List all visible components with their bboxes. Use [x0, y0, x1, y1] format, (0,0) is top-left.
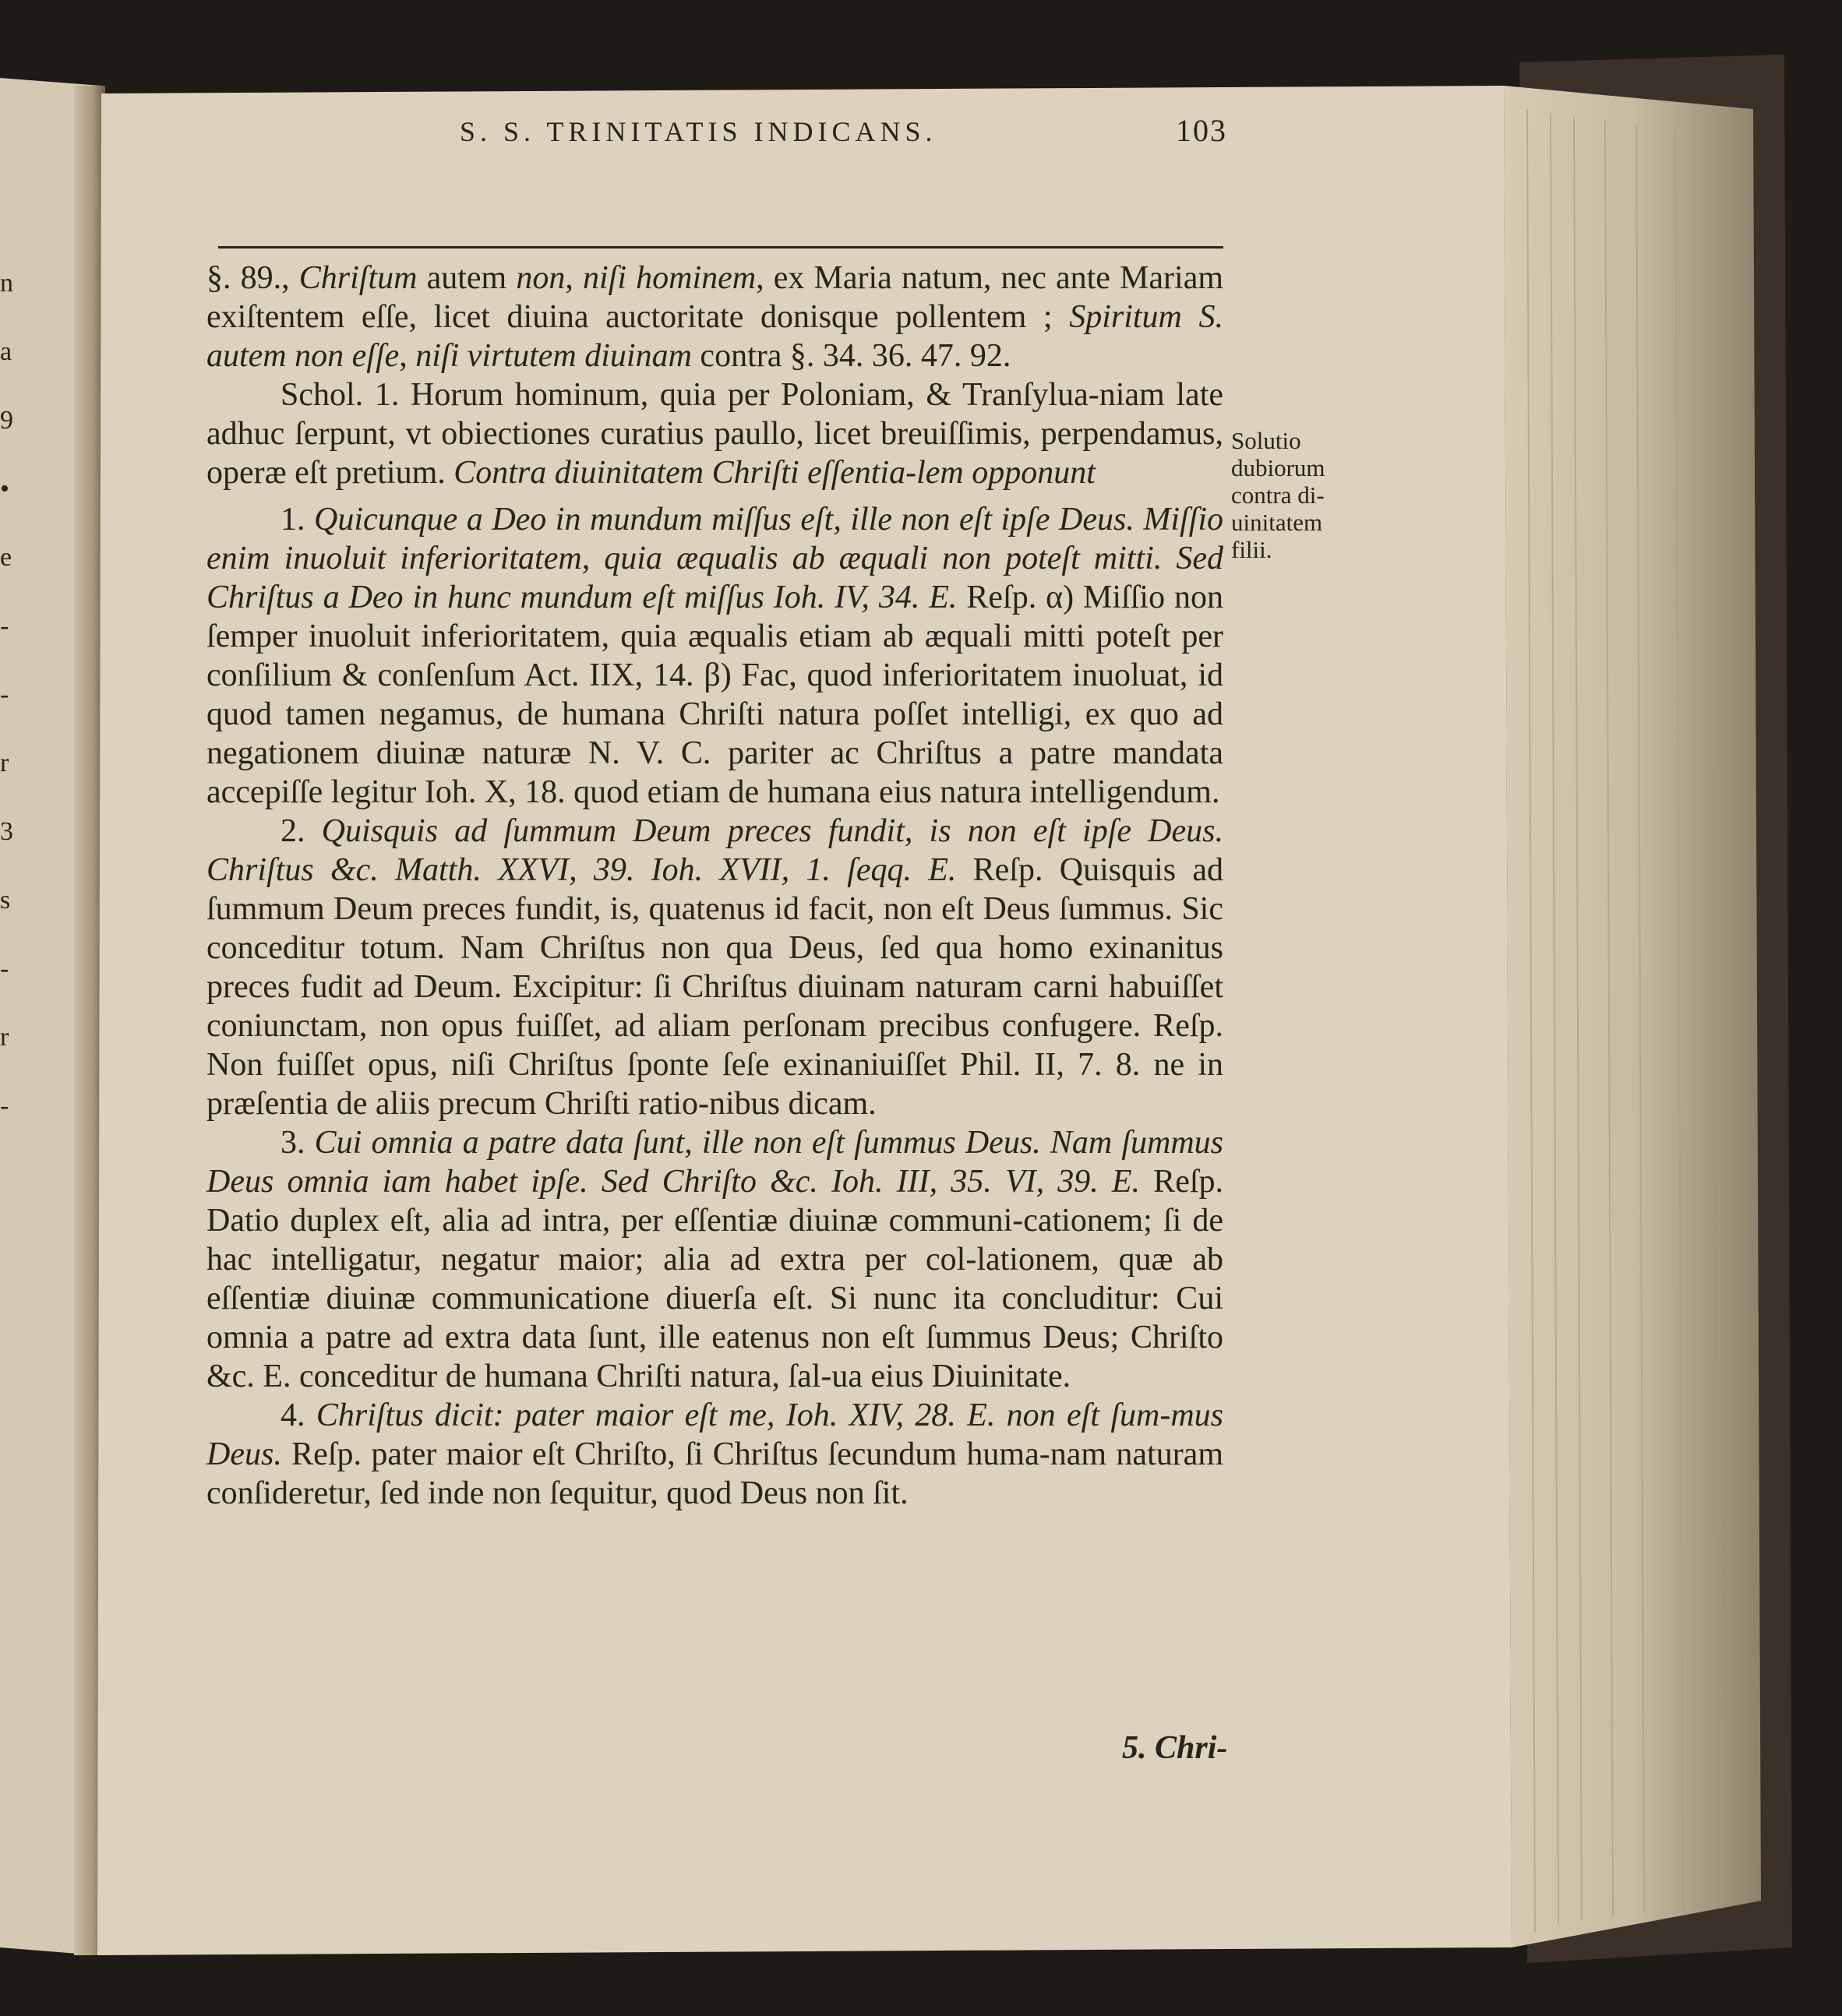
running-head-title: S. S. TRINITATIS INDICANS.	[460, 116, 937, 147]
header-rule	[218, 246, 1223, 248]
left-page-edge-text: n a 9 • e - - r 3 s - r -	[0, 269, 13, 1120]
paragraph: §. 89., Chriſtum autem non, niſi hominem, ex Maria natum, nec ante Mariam exiſtentem eſſe, licet diuina auctoritate donisque pollentem ; Spiritum S. autem non eſſe, niſi virtutem diuinam contra §. 34. 36. 47. 92.	[206, 260, 1224, 374]
paragraph-objection-2: 2. Quisquis ad ſummum Deum preces fundit, is non eſt ipſe Deus. Chriſtus &c. Matth. XXVI, 39. Ioh. XVII, 1. ſeqq. E. Reſp. Quisquis ad ſummum Deum preces fundit, is, quatenus id facit, non eſt Deus ſummus. Sic conceditur totum. Nam Chriſtus non qua Deus, ſed qua homo exinanitus preces fudit ad Deum. Excipitur: ſi Chriſtus diuinam naturam carni habuiſſet coniunctam, non opus fuiſſet, ad aliam perſonam precibus confugere. Reſp. Non fuiſſet opus, niſi Chriſtus ſponte ſeſe exinaniuiſſet Phil. II, 7. 8. ne in præſentia de aliis precum Chriſti ratio-nibus dicam.	[206, 813, 1223, 1122]
running-head	[355, 109, 1227, 156]
catchword: 5. Chri-	[1122, 1730, 1228, 1766]
paragraph-scholion: Schol. 1. Horum hominum, quia per Poloniam, & Tranſylua-niam late adhuc ſerpunt, vt obiectiones curatius paullo, licet breuiſſimis, perpendamus, operæ eſt pretium. Contra diuinitatem Chriſti eſſentia-lem opponunt	[206, 377, 1223, 491]
paragraph-objection-1: 1. Quicunque a Deo in mundum miſſus eſt, ille non eſt ipſe Deus. Miſſio enim inuoluit inferioritatem, quia æqualis ab æquali non poteſt mitti. Sed Chriſtus a Deo in hunc mundum eſt miſſus Ioh. IV, 34. E. Reſp. α) Miſſio non ſemper inuoluit inferioritatem, quia æqualis etiam ab æquali mitti poteſt per conſilium & conſenſum Act. IIX, 14. β) Fac, quod inferioritatem inuoluat, id quod tamen negamus, de humana Chriſti natura poſſet intelligi, ex quo ad negationem diuinæ naturæ N. V. C. pariter ac Chriſtus a patre mandata accepiſſe legitur Ioh. X, 18. quod etiam de humana eius natura intelligendum.	[206, 502, 1223, 810]
paragraph-objection-3: 3. Cui omnia a patre data ſunt, ille non eſt ſummus Deus. Nam ſummus Deus omnia iam habet ipſe. Sed Chriſto &c. Ioh. III, 35. VI, 39. E. Reſp. Datio duplex eſt, alia ad intra, per eſſentiæ diuinæ communi-cationem; ſi de hac intelligatur, negatur maior; alia ad extra per col-lationem, quæ ab eſſentiæ diuinæ communicatione diuerſa eſt. Si nunc ita concluditur: Cui omnia a patre ad extra data ſunt, ille eatenus non eſt ſummus Deus; Chriſto &c. E. conceditur de humana Chriſti natura, ſal-ua eius Diuinitate.	[206, 1125, 1224, 1394]
body-text	[206, 259, 1223, 1513]
page-edges	[1504, 86, 1761, 1947]
paragraph-objection-4: 4. Chriſtus dicit: pater maior eſt me, Ioh. XIV, 28. E. non eſt ſum-mus Deus. Reſp. pater maior eſt Chriſto, ſi Chriſtus ſecundum huma-nam naturam conſideretur, ſed inde non ſequitur, quod Deus non ſit.	[206, 1397, 1224, 1511]
page-number: 103	[1176, 113, 1227, 148]
margin-note: Solutio dubiorum contra di- uinitatem filii.	[1231, 427, 1325, 563]
